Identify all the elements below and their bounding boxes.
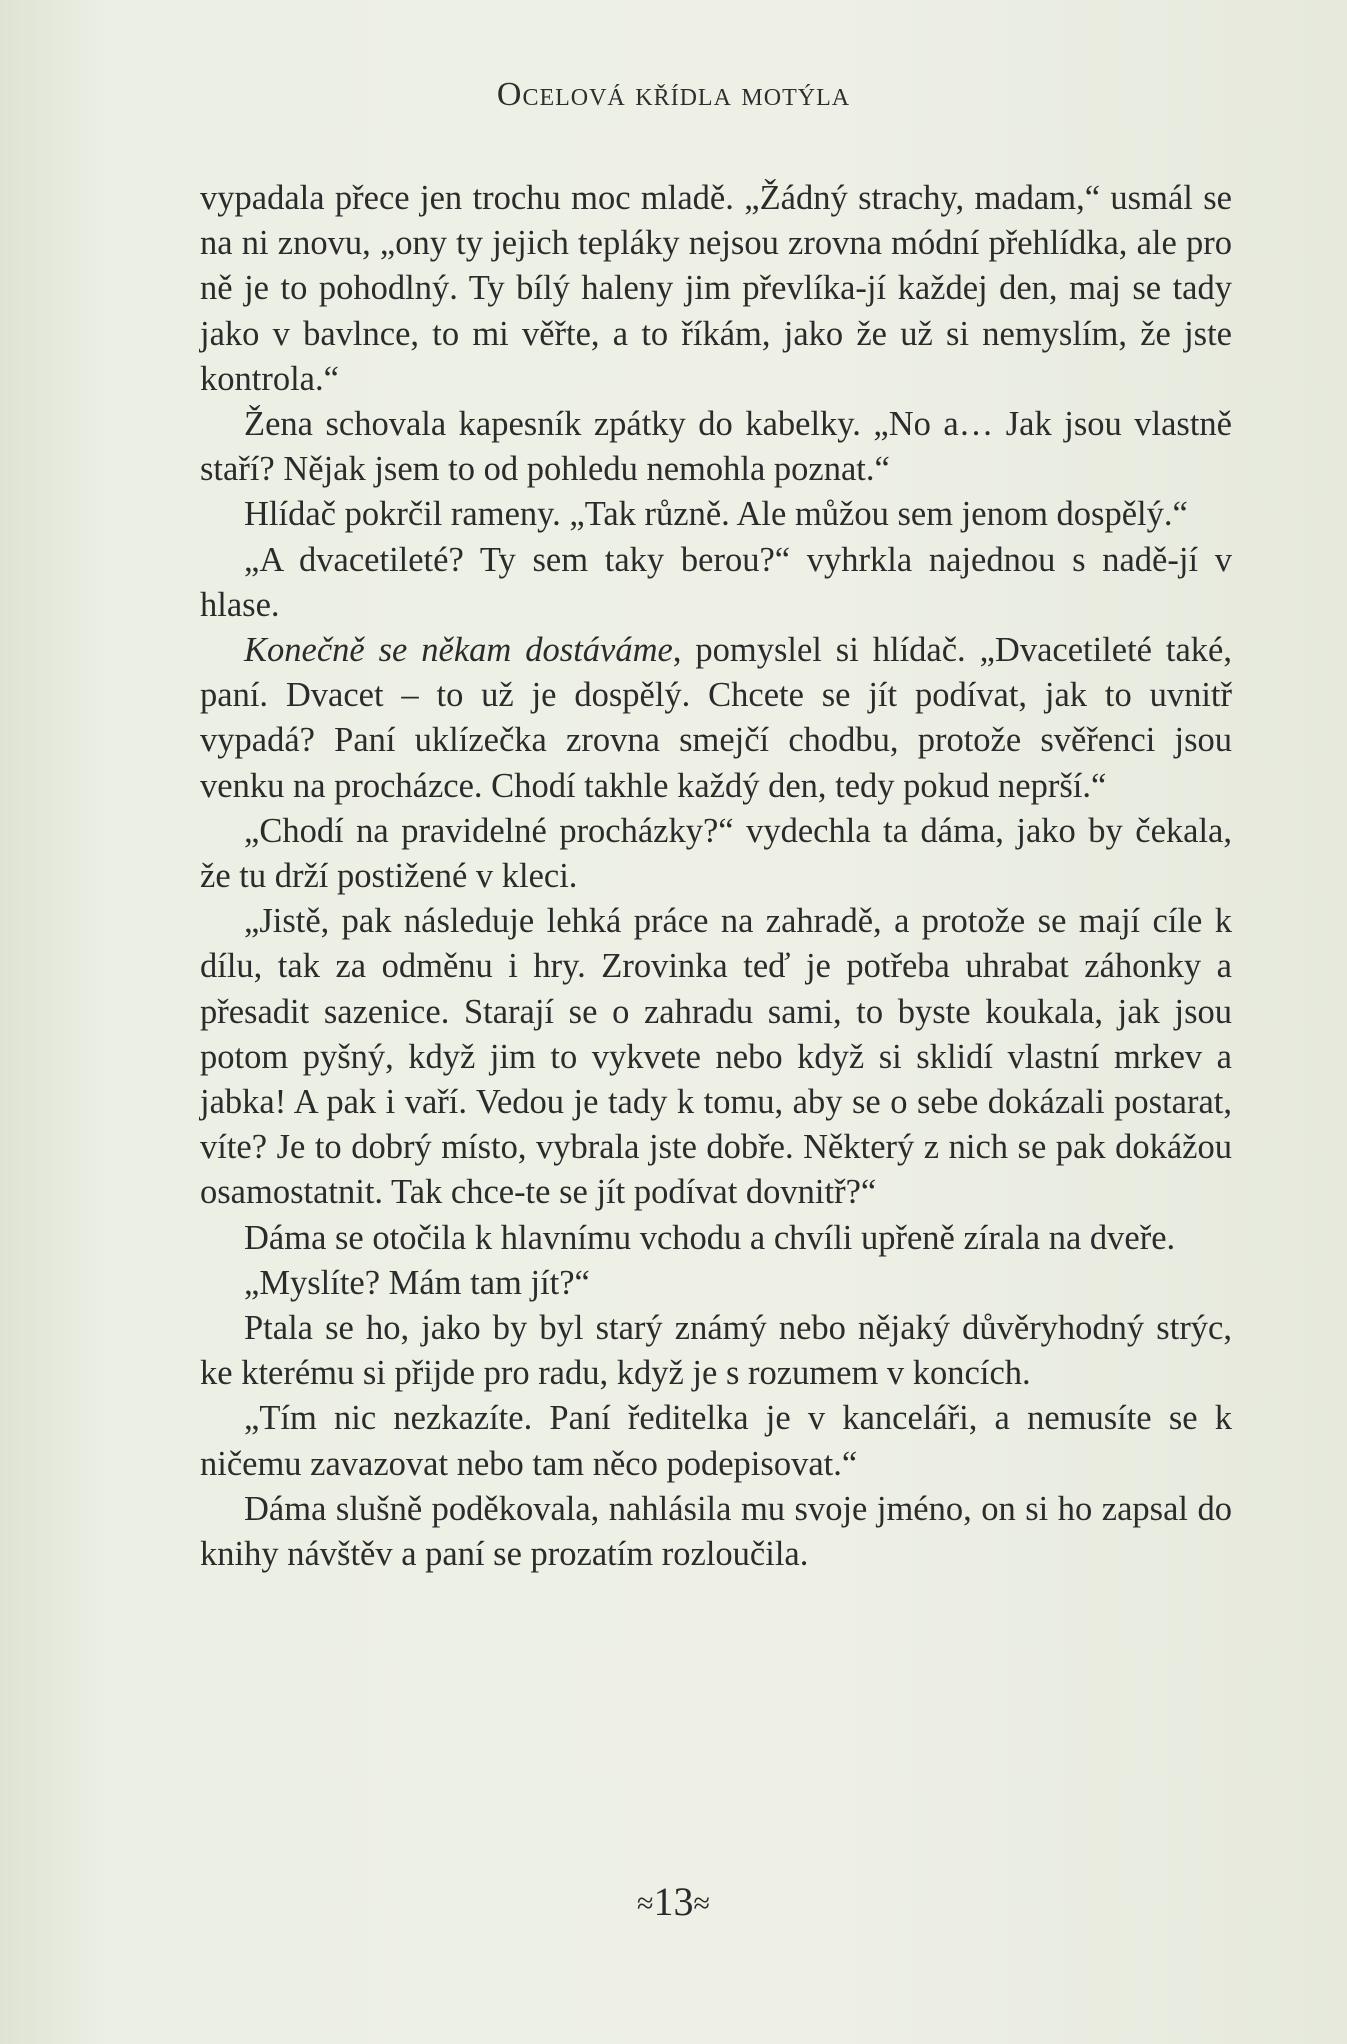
paragraph: [200, 492, 1232, 537]
paragraph-text: vypadala přece jen trochu moc mladě. „Žádný strachy, madam,“ usmál se na ni znovu, „ony ty jejich tepláky nejsou zrovna módní přehlídka, ale pro ně je to pohodlný. Ty bílý haleny jim převlíka-jí každej den, maj se tady jako v bavlnce, to mi věřte, a to říkám, jako že už si nemyslím, že jste kontrola.“: [200, 179, 1232, 398]
paragraph: [200, 538, 1232, 628]
paragraph-text: Dáma slušně poděkovala, nahlásila mu svoje jméno, on si ho zapsal do knihy návštěv a paní se prozatím rozloučila.: [200, 1489, 1232, 1574]
paragraph: [200, 1216, 1232, 1261]
paragraph-text: „Chodí na pravidelné procházky?“ vydechla ta dáma, jako by čekala, že tu drží postižené v kleci.: [200, 811, 1232, 896]
paragraph-text: „Jistě, pak následuje lehká práce na zahradě, a protože se mají cíle k dílu, tak za odměnu i hry. Zrovinka teď je potřeba uhrabat záhonky a přesadit sazenice. Starají se o zahradu sami, to byste koukala, jak jsou potom pyšný, když jim to vykvete nebo když si sklidí vlastní mrkev a jabka! A pak i vaří. Vedou je tady k tomu, aby se o sebe dokázali postarat, víte? Je to dobrý místo, vybrala jste dobře. Některý z nich se pak dokážou osamostatnit. Tak chce-te se jít podívat dovnitř?“: [200, 902, 1232, 1212]
page-number: 13: [653, 1879, 694, 1924]
paragraph-text: Žena schovala kapesník zpátky do kabelky. „No a… Jak jsou vlastně staří? Nějak jsem to od pohledu nemohla poznat.“: [200, 405, 1232, 489]
paragraph: [200, 809, 1232, 899]
running-title: Ocelová křídla motýla: [496, 76, 851, 113]
ornament-left: ≈: [637, 1887, 654, 1920]
paragraph-text: „Myslíte? Mám tam jít?“: [244, 1263, 590, 1302]
paragraph: [200, 1306, 1232, 1396]
paragraph: [200, 899, 1232, 1215]
paragraph: [200, 402, 1232, 492]
paragraph: [200, 628, 1232, 809]
paragraph: [200, 1261, 1232, 1306]
paragraph: [200, 176, 1232, 402]
paragraph: [200, 1487, 1232, 1577]
body-text: [200, 176, 1232, 1577]
paragraph-text: , pomyslel si hlídač. „Dvacetileté také, paní. Dvacet – to už je dospělý. Chcete se jít podívat, jak to uvnitř vypadá? Paní uklízečka zrovna smejčí chodbu, protože svěřenci jsou venku na procházce. Chodí takhle každý den, tedy pokud neprší.“: [200, 631, 1232, 805]
paragraph: [200, 1396, 1232, 1486]
paragraph-text: „A dvacetileté? Ty sem taky berou?“ vyhrkla najednou s nadě-jí v hlase.: [200, 540, 1232, 624]
italic-text: Konečně se někam dostáváme: [244, 631, 673, 670]
page-number-footer: [0, 1878, 1347, 1925]
paragraph-text: „Tím nic nezkazíte. Paní ředitelka je v kanceláři, a nemusíte se k ničemu zavazovat nebo tam něco podepisovat.“: [200, 1399, 1232, 1483]
ornament-right: ≈: [693, 1887, 710, 1920]
paragraph-text: Ptala se ho, jako by byl starý známý nebo nějaký důvěryhodný strýc, ke kterému si přijde pro radu, když je s rozumem v koncích.: [200, 1309, 1232, 1393]
paragraph-text: Dáma se otočila k hlavnímu vchodu a chvíli upřeně zírala na dveře.: [244, 1218, 1176, 1257]
paragraph-text: Hlídač pokrčil rameny. „Tak různě. Ale můžou sem jenom dospělý.“: [244, 495, 1188, 534]
